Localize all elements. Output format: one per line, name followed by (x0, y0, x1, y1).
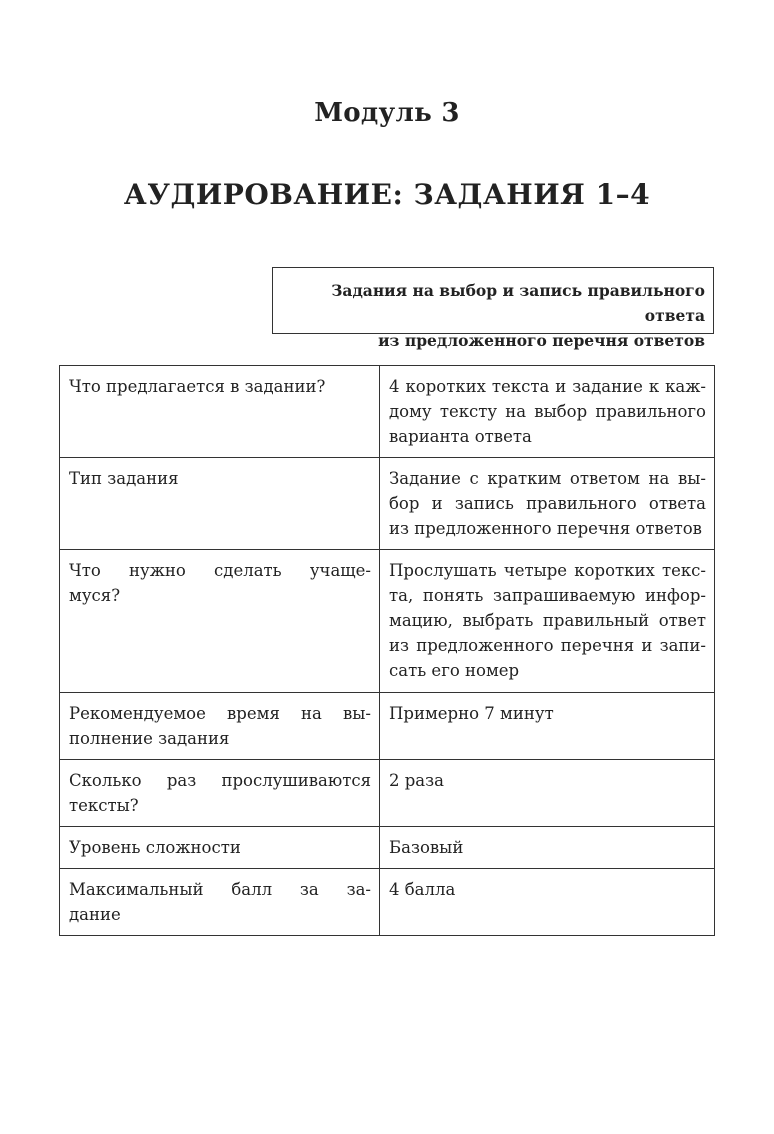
question-line: муся? (69, 586, 121, 605)
question-cell (60, 458, 380, 550)
question-cell (60, 760, 380, 827)
table-row (60, 693, 715, 760)
answer-line: 4 балла (389, 880, 456, 899)
answer-cell (380, 550, 715, 693)
table-row (60, 366, 715, 458)
question-line: Уровень сложности (69, 838, 241, 857)
question-cell (60, 693, 380, 760)
answer-cell (380, 458, 715, 550)
table-row (60, 827, 715, 869)
answer-line: дому тексту на выбор правильного (389, 402, 706, 421)
answer-line: 4 коротких текста и задание к каж- (389, 377, 706, 396)
table-row (60, 869, 715, 936)
table-row (60, 760, 715, 827)
task-type-box (272, 267, 714, 350)
question-line: Тип задания (69, 469, 179, 488)
question-cell (60, 827, 380, 869)
module-title: Модуль 3 (314, 98, 460, 128)
table-row (60, 458, 715, 550)
question-line: тексты? (69, 796, 139, 815)
question-line: Максимальный балл за за- (69, 880, 371, 899)
answer-line: Базовый (389, 838, 464, 857)
answer-line: из предложенного перечня и запи- (389, 636, 706, 655)
answer-cell (380, 693, 715, 760)
section-title: АУДИРОВАНИЕ: ЗАДАНИЯ 1–4 (123, 178, 651, 211)
answer-line: сать его номер (389, 661, 520, 680)
answer-cell (380, 760, 715, 827)
answer-line: та, понять запрашиваемую инфор- (389, 586, 706, 605)
question-line: дание (69, 905, 121, 924)
answer-line: варианта ответа (389, 427, 532, 446)
answer-line: 2 раза (389, 771, 444, 790)
answer-line: Задание с кратким ответом на вы- (389, 469, 706, 488)
answer-cell (380, 366, 715, 458)
question-cell (60, 869, 380, 936)
answer-line: мацию, выбрать правильный ответ (389, 611, 706, 630)
question-cell (60, 366, 380, 458)
question-line: Что предлагается в задании? (69, 377, 326, 396)
task-type-line: Задания на выбор и запись правильного ответа (331, 281, 705, 325)
question-line: полнение задания (69, 729, 230, 748)
question-line: Рекомендуемое время на вы- (69, 704, 371, 723)
task-type-line: из предложенного перечня ответов (378, 331, 705, 350)
answer-line: Примерно 7 минут (389, 704, 554, 723)
answer-cell (380, 827, 715, 869)
table-row (60, 550, 715, 693)
answer-line: Прослушать четыре коротких текс- (389, 561, 706, 580)
answer-line: бор и запись правильного ответа (389, 494, 706, 513)
task-info-table (59, 365, 715, 936)
question-line: Что нужно сделать учаще- (69, 561, 371, 580)
answer-line: из предложенного перечня ответов (389, 519, 702, 538)
answer-cell (380, 869, 715, 936)
question-line: Сколько раз прослушиваются (69, 771, 371, 790)
question-cell (60, 550, 380, 693)
